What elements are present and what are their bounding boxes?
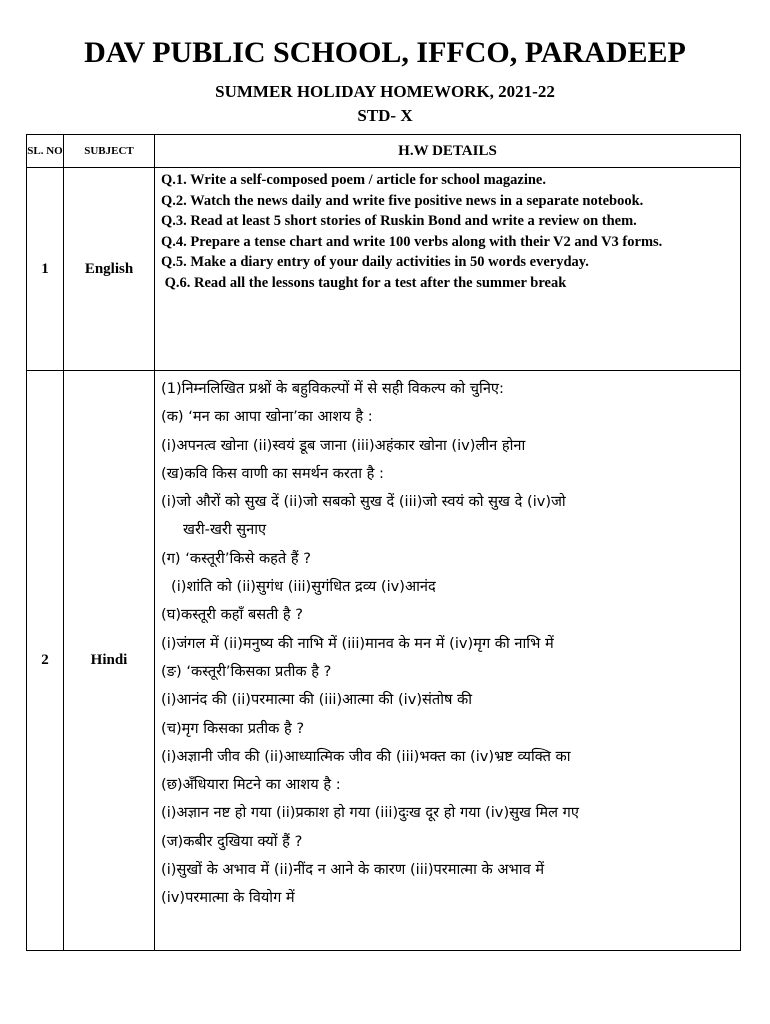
option-line: खरी-खरी सुनाए (183, 521, 267, 539)
option-line: (i)अज्ञानी जीव की (ii)आध्यात्मिक जीव की (iii)भक्त का (iv)भ्रष्ट व्यक्ति का (161, 747, 571, 765)
row-sl-number: 1 (27, 168, 64, 371)
table-header-row (27, 135, 741, 168)
question-line: (ख)कवि किस वाणी का समर्थन करता है : (161, 464, 384, 482)
hindi-homework-details (155, 371, 741, 951)
option-line: (i)सुखों के अभाव में (ii)नींद न आने के कारण (iii)परमात्मा के अभाव में (161, 861, 545, 879)
school-title: DAV PUBLIC SCHOOL, IFFCO, PARADEEP (84, 36, 686, 69)
option-line: (i)अपनत्व खोना (ii)स्वयं डूब जाना (iii)अहंकार खोना (iv)लीन होना (161, 436, 526, 454)
english-homework-details (155, 168, 741, 371)
homework-title: SUMMER HOLIDAY HOMEWORK, 2021-22 (215, 82, 555, 101)
question-line: Q.2. Watch the news daily and write five positive news in a separate notebook. (161, 192, 644, 209)
option-line: (i)आनंद की (ii)परमात्मा की (iii)आत्मा की (iv)संतोष की (161, 691, 473, 709)
question-line: (1)निम्नलिखित प्रश्नों के बहुविकल्पों में से सही विकल्प को चुनिए: (161, 380, 504, 397)
homework-table (26, 134, 741, 951)
option-line: (iv)परमात्मा के वियोग में (161, 889, 295, 907)
question-line: (घ)कस्तूरी कहाँ बसती है ? (161, 606, 304, 624)
question-line: Q.5. Make a diary entry of your daily activities in 50 words everyday. (161, 254, 589, 271)
table-row (27, 371, 741, 951)
class-label: STD- X (357, 106, 413, 125)
question-line: (ग) ‘कस्तूरी’किसे कहते हैं ? (161, 549, 312, 567)
header-hw-details: H.W DETAILS (155, 135, 741, 168)
question-line: Q.4. Prepare a tense chart and write 100 verbs along with their V2 and V3 forms. (161, 233, 663, 250)
option-line: (i)जो औरों को सुख दें (ii)जो सबको सुख दें (iii)जो स्वयं को सुख दे (iv)जो (161, 493, 566, 511)
table-row (27, 168, 741, 371)
question-line: Q.6. Read all the lessons taught for a test after the summer break (161, 274, 567, 291)
option-line: (i)अज्ञान नष्ट हो गया (ii)प्रकाश हो गया (iii)दुःख दूर हो गया (iv)सुख मिल गए (161, 804, 579, 822)
question-line: (क) ‘मन का आपा खोना’का आशय है : (161, 408, 373, 426)
header-subject: SUBJECT (64, 135, 155, 168)
option-line: (i)जंगल में (ii)मनुष्य की नाभि में (iii)मानव के मन में (iv)मृग की नाभि में (161, 634, 554, 652)
header-sl-no: SL. NO (27, 135, 64, 168)
question-line: Q.3. Read at least 5 short stories of Ruskin Bond and write a review on them. (161, 213, 637, 230)
question-line: (छ)अँधियारा मिटने का आशय है : (161, 776, 341, 794)
question-line: (ज)कबीर दुखिया क्यों हैं ? (161, 832, 303, 850)
row-subject: English (64, 168, 155, 371)
row-subject: Hindi (64, 371, 155, 951)
option-line: (i)शांति को (ii)सुगंध (iii)सुगंधित द्रव्य (iv)आनंद (171, 578, 436, 596)
question-line: (च)मृग किसका प्रतीक है ? (161, 719, 305, 737)
row-sl-number: 2 (27, 371, 64, 951)
question-line: Q.1. Write a self-composed poem / article for school magazine. (161, 172, 546, 188)
question-line: (ङ) ‘कस्तूरी’किसका प्रतीक है ? (161, 662, 332, 680)
